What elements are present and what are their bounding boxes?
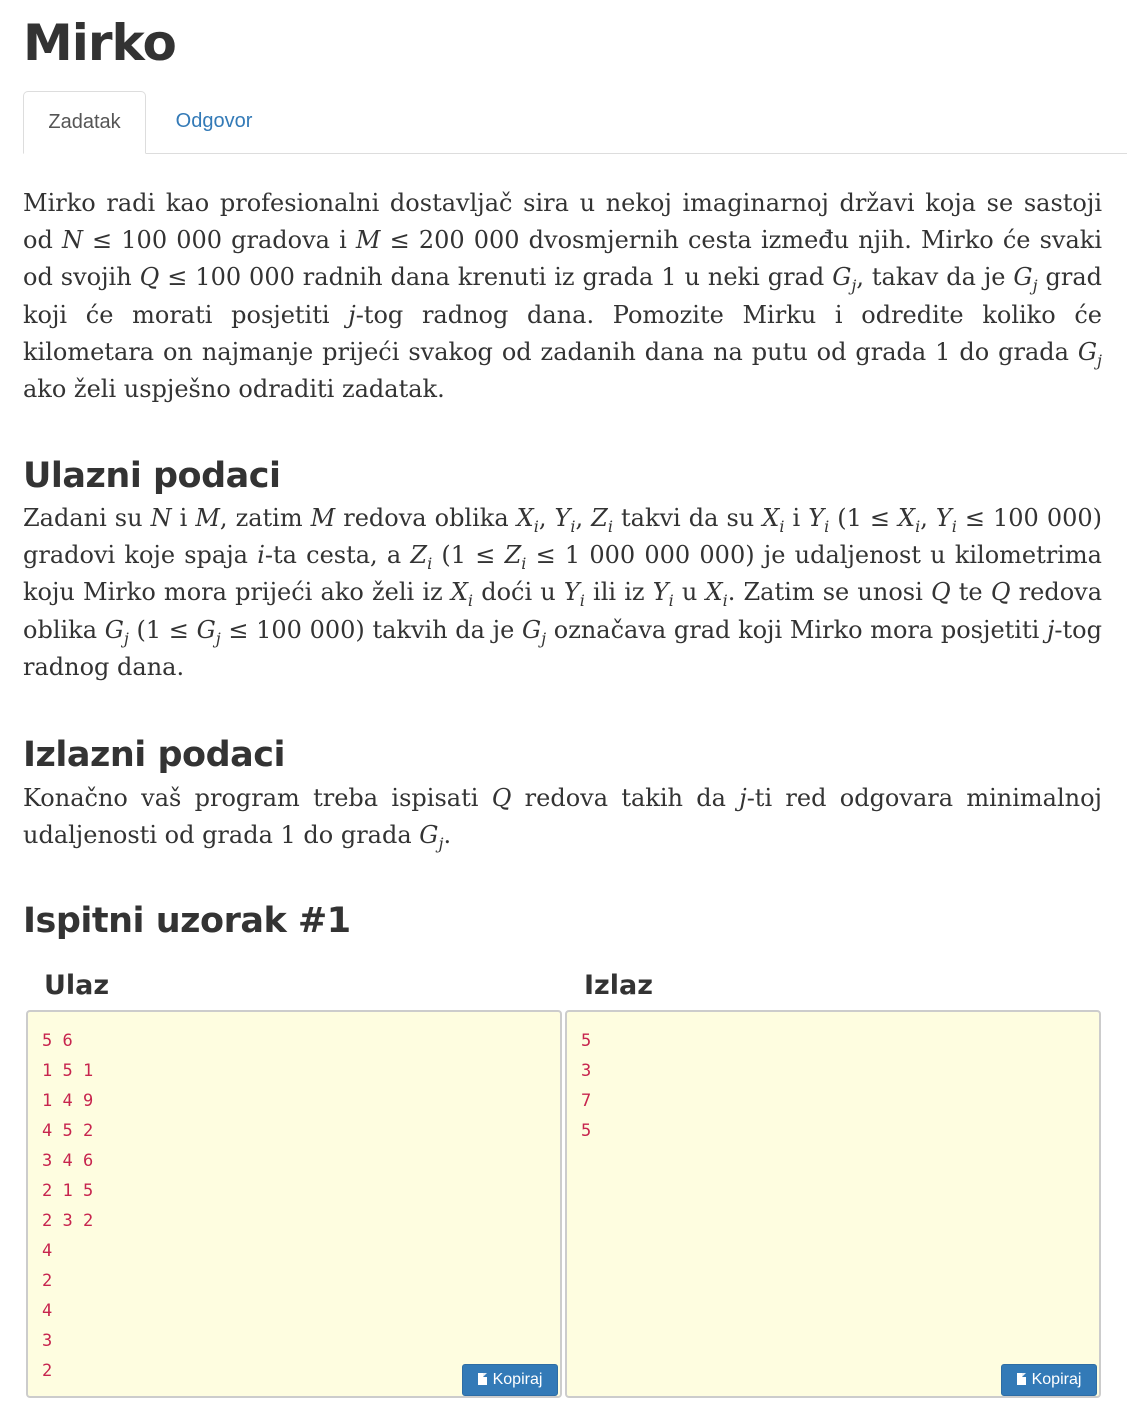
math-var: N <box>150 504 172 532</box>
tab-zadatak[interactable]: Zadatak <box>23 91 146 154</box>
math-var: $G_j$ <box>196 615 221 648</box>
math-var: $G_j$ <box>1013 263 1038 296</box>
math-var: $Z_i$ <box>504 541 527 573</box>
math-var: Q <box>930 578 951 607</box>
tab-odgovor[interactable]: Odgovor <box>175 110 253 132</box>
math-var: $Y_i$ <box>652 578 674 611</box>
math-var: $X_i$ <box>516 504 539 536</box>
input-heading: Ulazni podaci <box>23 456 281 496</box>
math-var: $Z_i$ <box>591 504 613 536</box>
math-var: j <box>348 300 356 329</box>
math-var: Q <box>990 578 1011 607</box>
output-description: Konačno vaš program treba ispisati Q redova takih da j-ti red odgovara minimalnoj udaljenosti od grada 1 do grada $G_j$. <box>23 784 1102 853</box>
math-var: j <box>1046 615 1055 644</box>
math-var: $Z_i$ <box>410 541 433 573</box>
math-var: M <box>195 504 220 532</box>
file-icon <box>478 1373 487 1385</box>
problem-statement: Mirko radi kao profesionalni dostavljač sira u nekoj imaginarnoj državi koja se sastoji od N ≤ 100 000 gradova i M ≤ 200 000 dvosmjernih cesta između njih. Mirko će svaki od svojih Q ≤ 100 000 radnih dana krenuti iz grada 1 u neki grad $G_j$, takav da je $G_j$ grad koji će morati posjetiti j-tog radnog dana. Pomozite Mirku i odredite koliko će kilometara on najmanje prijeći svakog od zadanih dana na putu od grada 1 do grada $G_j$ ako želi uspješno odraditi zadatak. <box>23 189 1103 404</box>
math-var: $X_i$ <box>705 578 728 611</box>
math-var: $Y_i$ <box>554 504 576 536</box>
file-icon <box>1017 1373 1026 1385</box>
copy-input-button[interactable] <box>462 1364 558 1396</box>
math-var: $Y_i$ <box>563 578 585 611</box>
sample-input-text: 5 6 1 5 1 1 4 9 4 5 2 3 4 6 2 1 5 2 3 2 4 2 4 3 2 <box>42 1031 94 1381</box>
math-var: $G_j$ <box>521 615 547 648</box>
input-description: Zadani su N i M, zatim M redova oblika $X_i$, $Y_i$, $Z_i$ takvi da su $X_i$ i $Y_i$ ($1 \le X_i$, $Y_i \le 100$ 000) gradovi koje spaja i-ta cesta, a $Z_i$ ($1 \le Z_i \le 1$ 000 000 000) je udaljenost u kilometrima koju Mirko mora prijeći ako želi iz $X_i$ doći u $Y_i$ ili iz $Y_i$ u $X_i$. Zatim se unosi Q te Q redova oblika $G_j$ ($1 \le G_j \le 100$ 000) takvih da je $G_j$ označava grad koji Mirko mora posjetiti j-tog radnog dana. <box>23 504 1103 681</box>
sample-output-text: 5 3 7 5 <box>581 1031 592 1141</box>
math-var: $Y_i$ <box>808 504 830 536</box>
math-var: $G_j$ <box>1077 337 1102 370</box>
page-title: Mirko <box>23 14 176 72</box>
sample-heading: Ispitni uzorak #1 <box>23 901 351 941</box>
copy-output-button[interactable] <box>1001 1364 1097 1396</box>
math-var: $G_j$ <box>104 615 129 648</box>
math-var: M <box>310 504 336 532</box>
math-var: N <box>61 226 83 255</box>
math-var: Q <box>139 263 160 292</box>
sample-output-label: Izlaz <box>584 970 653 1001</box>
math-var: $X_i$ <box>762 504 785 536</box>
sample-input-box <box>26 1010 562 1398</box>
output-heading: Izlazni podaci <box>23 735 285 775</box>
math-var: Q <box>491 784 512 812</box>
sample-output-box <box>565 1010 1101 1398</box>
math-var: $G_j$ <box>419 821 444 853</box>
math-var: i <box>257 541 265 570</box>
tab-bar <box>23 91 1127 154</box>
math-var: j <box>739 784 747 812</box>
math-var: $Y_i$ <box>935 504 957 536</box>
math-var: M <box>355 226 381 255</box>
math-var: $X_i$ <box>450 578 474 611</box>
sample-input-label: Ulaz <box>44 970 110 1001</box>
copy-input-label: Kopiraj <box>492 1371 543 1388</box>
math-var: $G_j$ <box>832 263 857 296</box>
copy-output-label: Kopiraj <box>1031 1371 1082 1388</box>
math-var: $X_i$ <box>898 504 921 536</box>
